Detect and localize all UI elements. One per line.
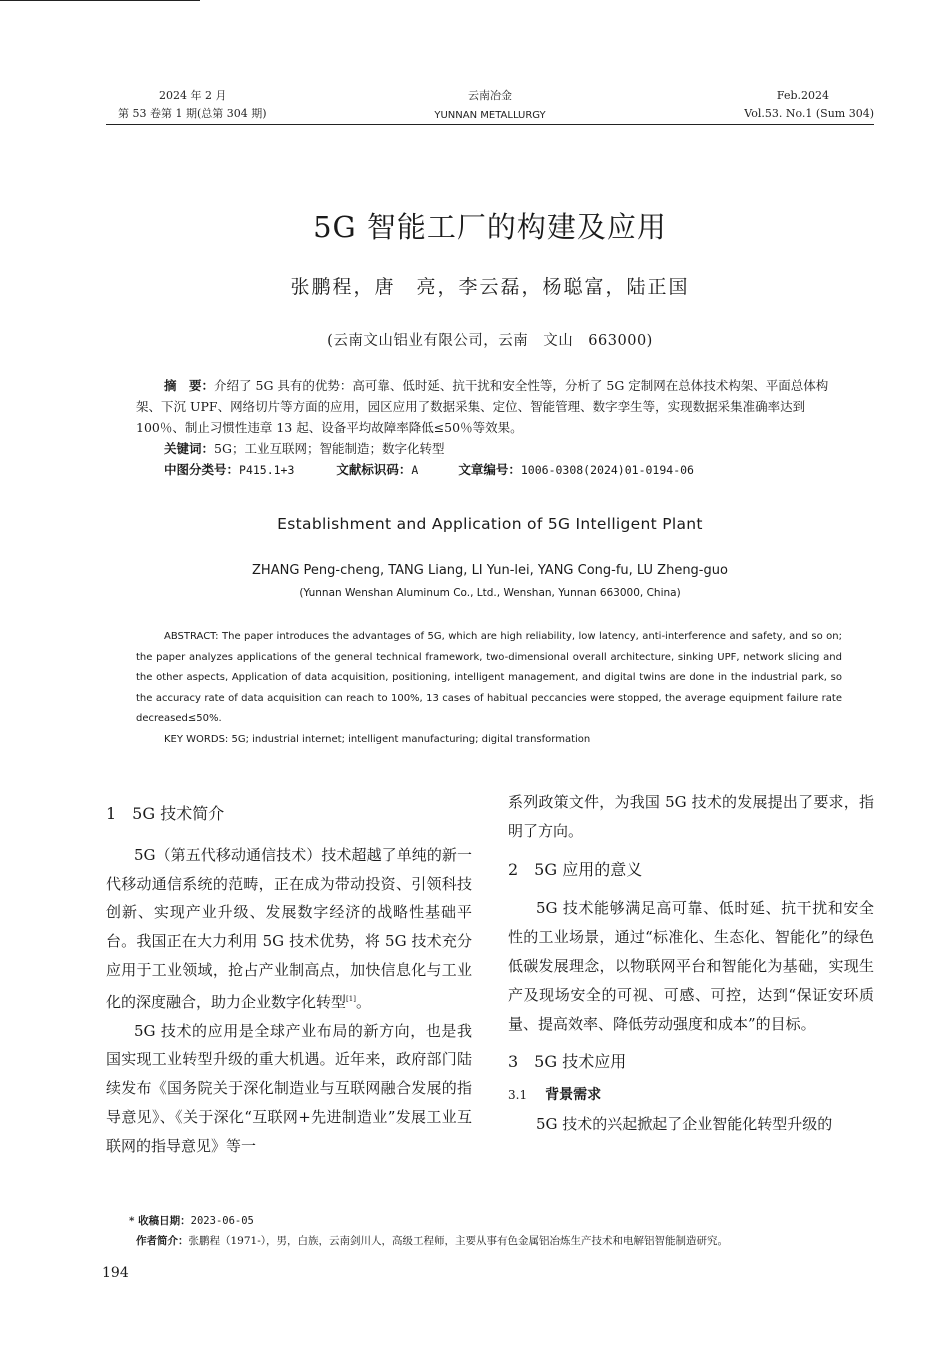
section-1-paragraph-2: 5G 技术的应用是全球产业布局的新方向，也是我国实现工业转型升级的重大机遇。近年来，政府部门陆续发布《国务院关于深化制造业与互联网融合发展的指导意见》、《关于深化“互联网+先进制造业”发展工业互联网的指导意见》等一: [106, 1021, 472, 1155]
english-keywords: [136, 730, 842, 751]
header-rule: [106, 124, 874, 125]
author-bio: [136, 1234, 728, 1248]
received-label: * 收稿日期：: [129, 1215, 191, 1227]
left-column: [106, 800, 472, 1161]
section-1-paragraph-1: [106, 841, 472, 1017]
english-title: Establishment and Application of 5G Intelligent Plant: [277, 515, 703, 533]
english-abstract-paragraph: [136, 627, 842, 730]
paper-title: 5G 智能工厂的构建及应用: [313, 210, 667, 244]
header-volume-en: Vol.53. No.1 (Sum 304): [744, 107, 874, 120]
subsection-3-1-paragraph-1: 5G 技术的兴起掀起了企业智能化转型升级的: [536, 1114, 833, 1133]
abstract-cn: [136, 375, 848, 481]
journal-name-en: YUNNAN METALLURGY: [434, 110, 546, 121]
affiliation: (云南文山铝业有限公司，云南 文山 663000): [327, 333, 653, 349]
english-abstract-text: The paper introduces the advantages of 5G, which are high reliability, low latency, anti-interference and safety, and so on; the paper analyzes applications of the general technical framework, two-dimensional overall architecture, sinking UPF, network slicing and the other aspects, Application of data acquisition, positioning, intelligent management, and digital twins are done in the industrial park, so the accuracy rate of data acquisition can reach to 100%, 13 cases of habitual peccancies were stopped, the average equipment failure rate decreased≤50%.: [136, 631, 843, 725]
section-1-heading: 1 5G 技术简介: [106, 804, 225, 823]
author-bio-text: 张鹏程（1971-），男，白族，云南剑川人，高级工程师，主要从事有色金属铝冶炼生产技术和电解铝智能制造研究。: [188, 1235, 729, 1247]
section-1-paragraph-1-end: 。: [355, 992, 371, 1011]
keywords-cn-label: 关键词：: [164, 441, 215, 456]
classification-line: [136, 459, 848, 481]
abstract-cn-text: 介绍了 5G 具有的优势：高可靠、低时延、抗干扰和安全性等，分析了 5G 定制网在总体技术构架、平面总体构架、下沉 UPF、网络切片等方面的应用，园区应用了数据采集、定位、智能管理、数字孪生等，实现数据采集准确率达到 100％、制止习惯性违章 13 起、设备平均故障率降低≤50％等效果。: [136, 378, 829, 435]
header-volume: 第 53 卷第 1 期(总第 304 期): [118, 107, 267, 120]
received-value: 2023-06-05: [190, 1215, 254, 1227]
article-no-label: 文章编号：: [458, 462, 521, 477]
continued-paragraph: 系列政策文件，为我国 5G 技术的发展提出了要求，指明了方向。: [508, 793, 874, 840]
keywords-cn-text: 5G；工业互联网；智能制造；数字化转型: [214, 441, 445, 456]
abstract-cn-label: 摘 要：: [164, 378, 215, 393]
journal-name-cn: 云南冶金: [468, 89, 512, 102]
clc-value: P415.1+3: [239, 463, 295, 477]
abstract-cn-paragraph: [136, 375, 848, 438]
header-date-en: Feb.2024: [776, 89, 829, 102]
english-affiliation: (Yunnan Wenshan Aluminum Co., Ltd., Wenshan, Yunnan 663000, China): [299, 587, 681, 599]
english-authors: ZHANG Peng-cheng, TANG Liang, LI Yun-lei, YANG Cong-fu, LU Zheng-guo: [252, 563, 728, 578]
doc-code-label: 文献标识码：: [336, 462, 412, 477]
header-date: 2024 年 2 月: [159, 89, 227, 102]
footnote-rule: [0, 0, 200, 1]
section-2-heading: 2 5G 应用的意义: [508, 859, 643, 879]
section-1-paragraph-1-text: 5G（第五代移动通信技术）技术超越了单纯的新一代移动通信系统的范畴，正在成为带动投资、引领科技创新、实现产业升级、发展数字经济的战略性基础平台。我国正在大力利用 5G 技术优势，将 5G 技术充分应用于工业领域，抢占产业制高点，加快信息化与工业化的深度融合，助力企业数字化转型: [106, 845, 472, 1011]
subsection-3-1-title: 背景需求: [545, 1087, 602, 1104]
author-bio-label: 作者简介：: [136, 1235, 189, 1247]
english-abstract-label: ABSTRACT:: [164, 631, 219, 642]
keywords-cn: [136, 438, 848, 459]
page-number: 194: [102, 1265, 129, 1281]
section-2-paragraph-1: 5G 技术能够满足高可靠、低时延、抗干扰和安全性的工业场景，通过“标准化、生态化、智能化”的绿色低碳发展理念，以物联网平台和智能化为基础，实现生产及现场安全的可视、可感、可控，达到“保证安环质量、提高效率、降低劳动强度和成本”的目标。: [508, 899, 874, 1033]
article-no-value: 1006-0308(2024)01-0194-06: [520, 463, 694, 477]
citation-ref: [1]: [346, 994, 356, 1003]
english-keywords-text: 5G; industrial internet; intelligent manufacturing; digital transformation: [231, 733, 591, 745]
clc-label: 中图分类号：: [164, 462, 240, 477]
english-abstract: [136, 627, 842, 751]
authors: 张鹏程，唐 亮，李云磊，杨聪富，陆正国: [290, 276, 690, 298]
received-date: [129, 1214, 254, 1228]
english-keywords-label: KEY WORDS:: [164, 733, 229, 745]
subsection-3-1-heading: [508, 1081, 874, 1110]
doc-code-value: A: [411, 463, 419, 477]
subsection-3-1-number: 3.1: [508, 1088, 528, 1103]
right-column: [508, 788, 874, 1139]
section-3-heading: 3 5G 技术应用: [508, 1052, 627, 1072]
